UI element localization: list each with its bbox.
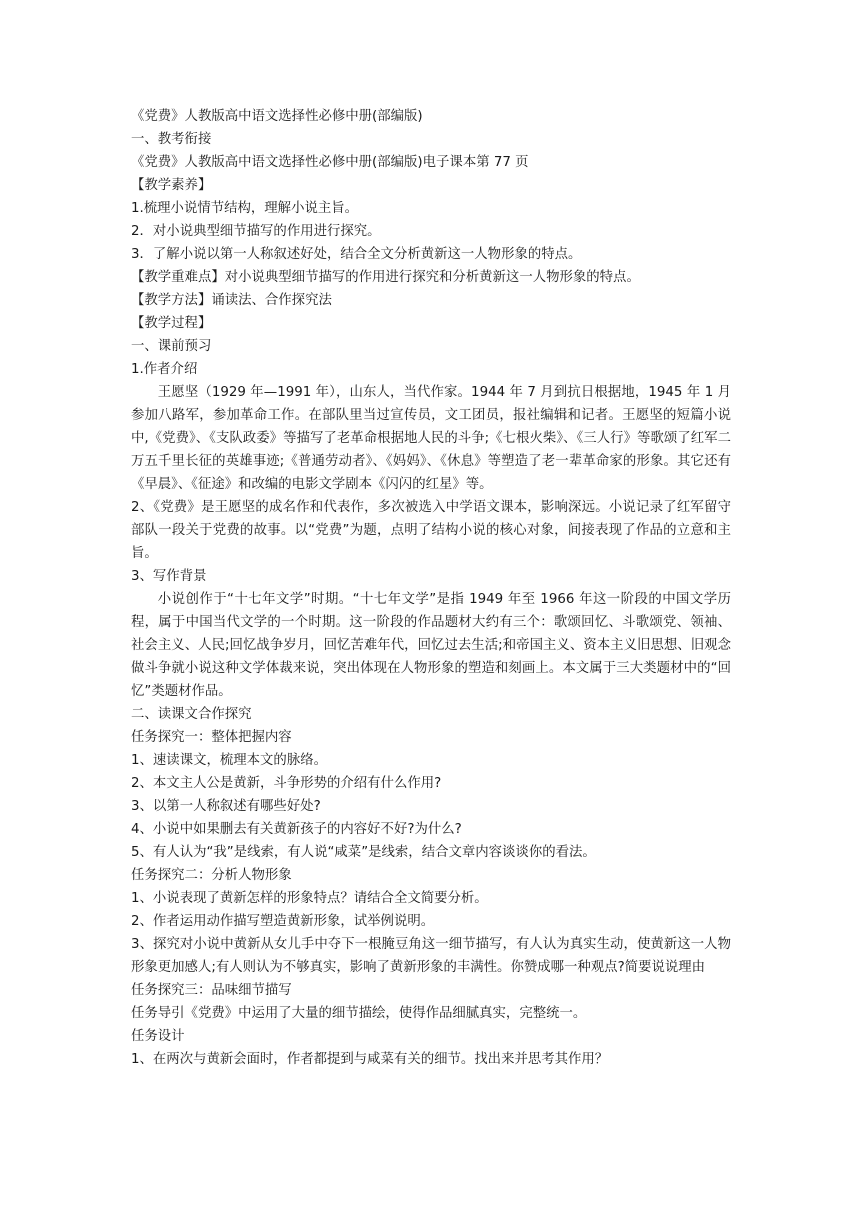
key-points: 【教学重难点】对小说典型细节描写的作用进行探究和分析黄新这一人物形象的特点。: [131, 270, 640, 285]
task3-heading: 任务探究三：品味细节描写: [131, 983, 292, 998]
task2-item: 3、探究对小说中黄新从女儿手中夺下一根腌豆角这一细节描写，有人认为真实生动，使黄新这一人物形象更加感人;有人则认为不够真实，影响了黄新形象的丰满性。你赞成哪一种观点?简要说说理由: [131, 937, 731, 975]
background-heading: 3、写作背景: [131, 569, 207, 584]
task1-item: 5、有人认为“我”是线索，有人说“咸菜”是线索，结合文章内容谈谈你的看法。: [131, 845, 596, 860]
document-title: 《党费》人教版高中语文选择性必修中册(部编版): [131, 109, 423, 124]
task1-heading: 任务探究一：整体把握内容: [131, 730, 292, 745]
process-heading: 【教学过程】: [131, 316, 212, 331]
teaching-methods: 【教学方法】诵读法、合作探究法: [131, 293, 332, 308]
task1-item: 1、速读课文，梳理本文的脉络。: [131, 753, 327, 768]
literacy-item: 1.梳理小说情节结构，理解小说主旨。: [131, 201, 359, 216]
literacy-item: 2．对小说典型细节描写的作用进行探究。: [131, 224, 381, 239]
textbook-reference: 《党费》人教版高中语文选择性必修中册(部编版)电子课本第 77 页: [131, 155, 529, 170]
author-paragraph: 王愿坚（1929 年—1991 年），山东人，当代作家。1944 年 7 月到抗日根据地，1945 年 1 月参加八路军，参加革命工作。在部队里当过宣传员，文工团员，报社编辑和记者。王愿坚的短篇小说中,《党费》、《支队政委》等描写了老革命根据地人民的斗争;《七根火柴》、《三人行》等歌颂了红军二万五千里长征的英雄事迹;《普通劳动者》、《妈妈》、《休息》等塑造了老一辈革命家的形象。其它还有《早晨》、《征途》和改编的电影文学剧本《闪闪的红星》等。: [131, 385, 731, 492]
preview-heading: 一、课前预习: [131, 339, 212, 354]
background-paragraph: 小说创作于“十七年文学”时期。“十七年文学”是指 1949 年至 1966 年这一阶段的中国文学历程，属于中国当代文学的一个时期。这一阶段的作品题材大约有三个：歌颂回忆、斗歌颂党、领袖、社会主义、人民;回忆战争岁月，回忆苦难年代，回忆过去生活;和帝国主义、资本主义旧思想、旧观念做斗争就小说这种文学体裁来说，突出体现在人物形象的塑造和刻画上。本文属于三大类题材中的“回忆”类题材作品。: [131, 592, 731, 699]
design-heading: 任务设计: [131, 1029, 185, 1044]
task1-item: 2、本文主人公是黄新，斗争形势的介绍有什么作用?: [131, 776, 442, 791]
task2-item: 2、作者运用动作描写塑造黄新形象，试举例说明。: [131, 914, 435, 929]
task2-heading: 任务探究二：分析人物形象: [131, 868, 292, 883]
task2-item: 1、小说表现了黄新怎样的形象特点？请结合全文简要分析。: [131, 891, 488, 906]
task3-guide: 任务导引《党费》中运用了大量的细节描绘，使得作品细腻真实，完整统一。: [131, 1006, 587, 1021]
work-paragraph: 2、《党费》是王愿坚的成名作和代表作，多次被选入中学语文课本，影响深远。小说记录了红军留守部队一段关于党费的故事。以“党费”为题，点明了结构小说的核心对象，间接表现了作品的立意和主旨。: [131, 500, 731, 561]
task1-item: 3、以第一人称叙述有哪些好处?: [131, 799, 321, 814]
task1-item: 4、小说中如果删去有关黄新孩子的内容好不好?为什么?: [131, 822, 462, 837]
section-heading: 一、教考衔接: [131, 132, 212, 147]
document-page: [131, 105, 731, 1071]
design-item: 1、在两次与黄新会面时，作者都提到与咸菜有关的细节。找出来并思考其作用？: [131, 1052, 609, 1067]
literacy-item: 3．了解小说以第一人称叙述好处，结合全文分析黄新这一人物形象的特点。: [131, 247, 582, 262]
section-heading: 二、读课文合作探究: [131, 707, 252, 722]
author-heading: 1.作者介绍: [131, 362, 198, 377]
literacy-heading: 【教学素养】: [131, 178, 212, 193]
